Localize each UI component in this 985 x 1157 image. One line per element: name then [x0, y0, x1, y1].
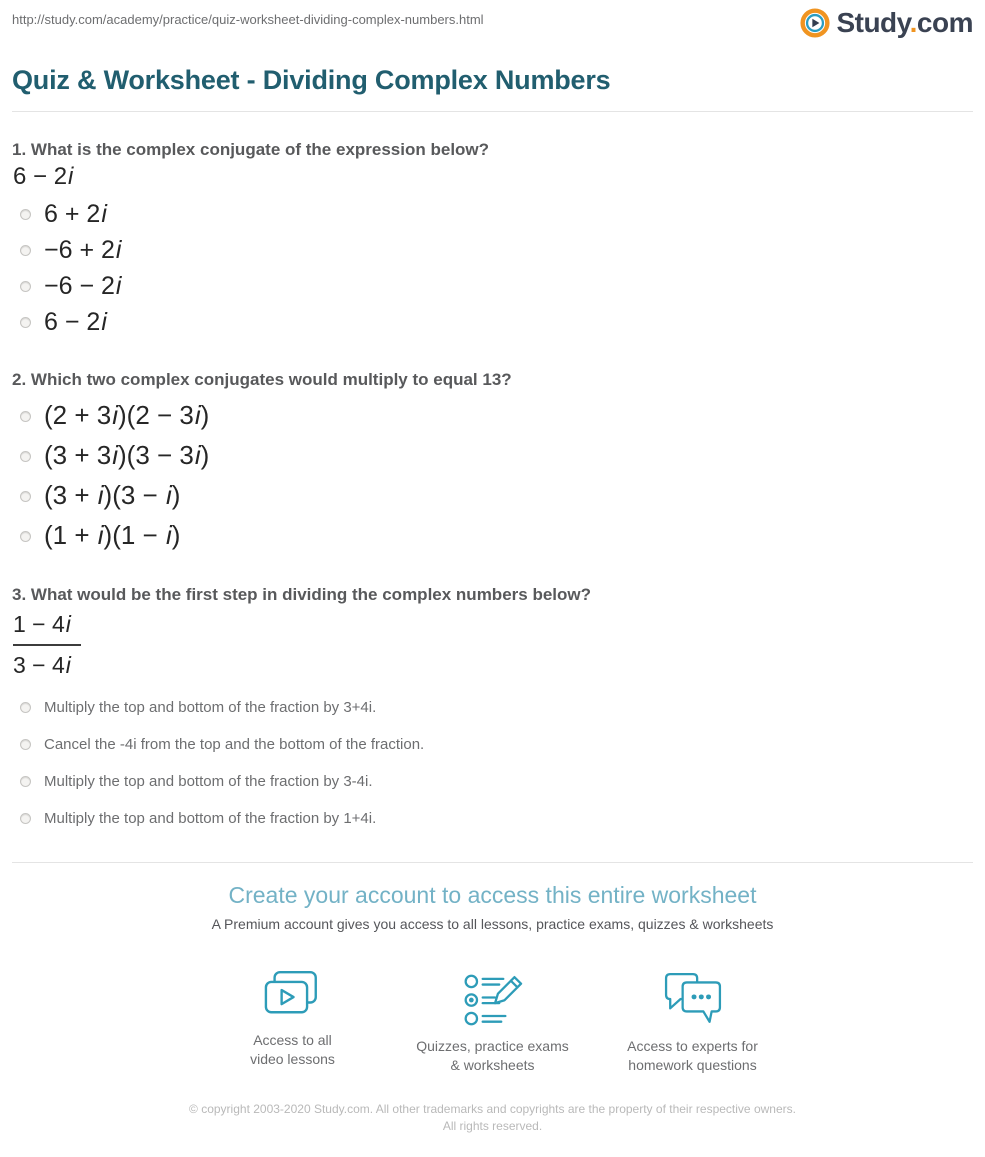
page-url: http://study.com/academy/practice/quiz-worksheet-dividing-complex-numbers.html	[12, 12, 484, 27]
question-3-options	[12, 699, 973, 827]
feature-list	[12, 970, 973, 1075]
video-lessons-icon	[258, 970, 328, 1022]
divider	[12, 111, 973, 112]
feature-video-lessons	[204, 970, 382, 1075]
option-label: (2 + 3i)(2 − 3i)	[44, 400, 210, 431]
question-3-option-1[interactable]	[12, 699, 973, 716]
question-1-option-2[interactable]	[12, 235, 973, 266]
feature-quizzes-worksheets	[404, 970, 582, 1075]
studycom-logo[interactable]	[800, 8, 973, 38]
fraction-denominator: 3 − 4i	[13, 651, 71, 678]
copyright-notice: © copyright 2003-2020 Study.com. All other trademarks and copyrights are the property of their respective owners. All rights reserved.	[189, 1101, 796, 1133]
radio-button[interactable]	[20, 245, 31, 256]
question-2	[12, 369, 973, 553]
option-label: Multiply the top and bottom of the fraction by 1+4i.	[44, 809, 377, 827]
option-label: −6 + 2i	[44, 236, 122, 265]
divider	[12, 862, 973, 863]
question-1-option-1[interactable]	[12, 199, 973, 230]
option-label: −6 − 2i	[44, 272, 122, 301]
option-label: (3 + 3i)(3 − 3i)	[44, 440, 210, 471]
page-title: Quiz & Worksheet - Dividing Complex Numbers	[12, 65, 611, 95]
question-3-fraction	[13, 611, 81, 679]
question-2-option-4[interactable]	[12, 519, 973, 554]
studycom-logo-icon	[800, 8, 830, 38]
premium-subheading: A Premium account gives you access to all lessons, practice exams, quizzes & worksheets	[211, 915, 774, 932]
question-2-header: 2. Which two complex conjugates would multiply to equal 13?	[12, 370, 512, 390]
radio-button[interactable]	[20, 411, 31, 422]
question-3-option-4[interactable]	[12, 810, 973, 827]
feature-label: Quizzes, practice exams & worksheets	[416, 1037, 569, 1073]
radio-button[interactable]	[20, 702, 31, 713]
question-1-option-4[interactable]	[12, 307, 973, 338]
option-label: Cancel the -4i from the top and the bottom of the fraction.	[44, 735, 425, 753]
radio-button[interactable]	[20, 739, 31, 750]
question-1-expression: 6 − 2i	[13, 163, 74, 191]
fraction-numerator: 1 − 4i	[13, 611, 81, 646]
radio-button[interactable]	[20, 491, 31, 502]
question-3	[12, 584, 973, 827]
radio-button[interactable]	[20, 813, 31, 824]
radio-button[interactable]	[20, 776, 31, 787]
quiz-worksheet-icon	[460, 970, 526, 1028]
feature-expert-help	[604, 970, 782, 1075]
question-2-options	[12, 399, 973, 554]
feature-label: Access to experts for homework questions	[627, 1037, 758, 1073]
question-2-option-2[interactable]	[12, 439, 973, 474]
option-label: Multiply the top and bottom of the fraction by 3+4i.	[44, 698, 377, 716]
option-label: (1 + i)(1 − i)	[44, 520, 181, 551]
radio-button[interactable]	[20, 209, 31, 220]
question-1-header: 1. What is the complex conjugate of the expression below?	[12, 140, 490, 159]
question-3-header: 3. What would be the first step in dividing the complex numbers below?	[12, 584, 591, 604]
question-3-option-3[interactable]	[12, 773, 973, 790]
question-1-options	[12, 199, 973, 338]
logo-dot: .	[909, 7, 917, 38]
question-2-option-3[interactable]	[12, 479, 973, 514]
top-bar	[12, 0, 973, 38]
radio-button[interactable]	[20, 281, 31, 292]
question-3-option-2[interactable]	[12, 736, 973, 753]
question-1	[12, 139, 973, 338]
create-account-link[interactable]: Create your account to access this entire worksheet	[228, 881, 757, 908]
studycom-logo-text: Study.com	[836, 7, 973, 38]
option-label: Multiply the top and bottom of the fraction by 3-4i.	[44, 772, 373, 790]
option-label: 6 − 2i	[44, 308, 107, 337]
question-2-option-1[interactable]	[12, 399, 973, 434]
question-1-option-3[interactable]	[12, 271, 973, 302]
option-label: 6 + 2i	[44, 200, 107, 229]
chat-experts-icon	[659, 970, 727, 1028]
radio-button[interactable]	[20, 451, 31, 462]
feature-label: Access to all video lessons	[250, 1031, 335, 1067]
radio-button[interactable]	[20, 317, 31, 328]
radio-button[interactable]	[20, 531, 31, 542]
option-label: (3 + i)(3 − i)	[44, 480, 181, 511]
signup-section	[12, 882, 973, 1157]
